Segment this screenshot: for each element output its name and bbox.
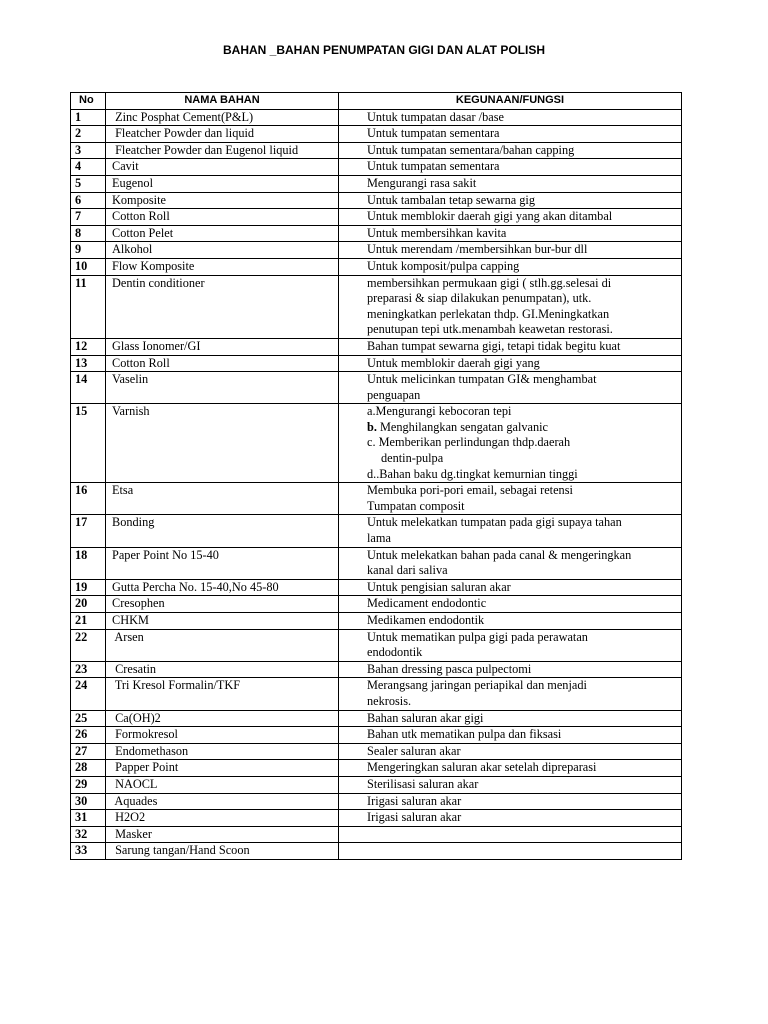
- function-line: Sealer saluran akar: [367, 743, 461, 758]
- cell-no: 7: [71, 209, 106, 226]
- function-line: Untuk tumpatan sementara: [367, 126, 500, 141]
- cell-no: 30: [71, 793, 106, 810]
- table-row: [71, 275, 682, 338]
- function-line: Mengurangi rasa sakit: [367, 175, 477, 190]
- column-header-name: NAMA BAHAN: [106, 93, 339, 110]
- cell-no: 14: [71, 372, 106, 404]
- cell-name: Cotton Pelet: [106, 225, 339, 242]
- cell-name: Arsen: [106, 629, 339, 661]
- cell-name: Bonding: [106, 515, 339, 547]
- cell-no: 18: [71, 547, 106, 579]
- function-line: endodontik: [367, 645, 423, 660]
- varnish-point-a: a.Mengurangi kebocoran tepi: [367, 404, 512, 419]
- cell-no: 16: [71, 483, 106, 515]
- table-row: [71, 355, 682, 372]
- table-body: [71, 109, 682, 859]
- cell-name: NAOCL: [106, 776, 339, 793]
- cell-no: 4: [71, 159, 106, 176]
- table-row: [71, 843, 682, 860]
- cell-function: [339, 743, 682, 760]
- table-row: [71, 810, 682, 827]
- cell-function: [339, 710, 682, 727]
- table-row: [71, 596, 682, 613]
- cell-name: Sarung tangan/Hand Scoon: [106, 843, 339, 860]
- cell-no: 28: [71, 760, 106, 777]
- cell-name: Masker: [106, 826, 339, 843]
- function-line: Untuk tumpatan dasar /base: [367, 109, 504, 124]
- function-line: Tumpatan composit: [367, 498, 465, 513]
- varnish-point-c: c. Memberikan perlindungan thdp.daerah: [367, 435, 571, 450]
- cell-name: Eugenol: [106, 175, 339, 192]
- function-line: Irigasi saluran akar: [367, 793, 462, 808]
- cell-name: Cavit: [106, 159, 339, 176]
- cell-function: [339, 579, 682, 596]
- table-row: [71, 372, 682, 404]
- varnish-point-d: d..Bahan baku dg.tingkat kemurnian tinggi: [367, 466, 578, 481]
- function-line: Untuk tambalan tetap sewarna gig: [367, 192, 536, 207]
- table-row: [71, 727, 682, 744]
- table-row: [71, 258, 682, 275]
- cell-no: 2: [71, 126, 106, 143]
- cell-function: [339, 776, 682, 793]
- cell-function: [339, 159, 682, 176]
- function-line: Bahan dressing pasca pulpectomi: [367, 661, 532, 676]
- cell-function: [339, 793, 682, 810]
- cell-function: [339, 483, 682, 515]
- table-row: [71, 743, 682, 760]
- table-row: [71, 209, 682, 226]
- cell-no: 27: [71, 743, 106, 760]
- cell-no: 25: [71, 710, 106, 727]
- function-line: Membuka pori-pori email, sebagai retensi: [367, 483, 573, 498]
- cell-no: 11: [71, 275, 106, 338]
- function-line: Mengeringkan saluran akar setelah dipreparasi: [367, 760, 597, 775]
- cell-name: Glass Ionomer/GI: [106, 338, 339, 355]
- table-row: [71, 710, 682, 727]
- function-line: Irigasi saluran akar: [367, 810, 462, 825]
- cell-no: 9: [71, 242, 106, 259]
- table-row: [71, 175, 682, 192]
- cell-function: [339, 810, 682, 827]
- function-line: Bahan utk mematikan pulpa dan fiksasi: [367, 727, 562, 742]
- varnish-point-b: [367, 420, 679, 436]
- function-line: Sterilisasi saluran akar: [367, 776, 479, 791]
- cell-no: 23: [71, 661, 106, 678]
- page-title: BAHAN _BAHAN PENUMPATAN GIGI DAN ALAT POLISH: [223, 43, 545, 57]
- table-row: [71, 547, 682, 579]
- function-line: Untuk tumpatan sementara: [367, 159, 500, 174]
- cell-function: [339, 629, 682, 661]
- function-line: Bahan saluran akar gigi: [367, 710, 484, 725]
- cell-name: Ca(OH)2: [106, 710, 339, 727]
- function-line: Merangsang jaringan periapikal dan menjadi: [367, 678, 587, 693]
- table-row: [71, 404, 682, 483]
- varnish-point-c-cont: dentin-pulpa: [381, 451, 444, 466]
- cell-function: [339, 661, 682, 678]
- cell-no: 5: [71, 175, 106, 192]
- cell-function: [339, 826, 682, 843]
- varnish-point-b-text: Menghilangkan sengatan galvanic: [376, 419, 548, 434]
- function-line: meningkatkan perlekatan thdp. GI.Meningkatkan: [367, 306, 610, 321]
- cell-no: 12: [71, 338, 106, 355]
- cell-no: 33: [71, 843, 106, 860]
- cell-function: [339, 843, 682, 860]
- cell-no: 20: [71, 596, 106, 613]
- cell-no: 3: [71, 142, 106, 159]
- cell-name: CHKM: [106, 613, 339, 630]
- cell-function: [339, 192, 682, 209]
- cell-function: [339, 242, 682, 259]
- table-row: [71, 225, 682, 242]
- cell-function: [339, 515, 682, 547]
- function-line: Untuk komposit/pulpa capping: [367, 258, 520, 273]
- function-line: penguapan: [367, 387, 421, 402]
- column-header-no: No: [71, 93, 106, 110]
- cell-no: 6: [71, 192, 106, 209]
- cell-name: Endomethason: [106, 743, 339, 760]
- cell-no: 32: [71, 826, 106, 843]
- cell-no: 31: [71, 810, 106, 827]
- cell-no: 13: [71, 355, 106, 372]
- cell-no: 21: [71, 613, 106, 630]
- materials-table: [70, 92, 682, 860]
- cell-name: Zinc Posphat Cement(P&L): [106, 109, 339, 126]
- table-row: [71, 242, 682, 259]
- cell-name: H2O2: [106, 810, 339, 827]
- table-row: [71, 515, 682, 547]
- function-line: membersihkan permukaan gigi ( stlh.gg.selesai di: [367, 275, 612, 290]
- table-row: [71, 159, 682, 176]
- cell-function: [339, 355, 682, 372]
- table-row: [71, 826, 682, 843]
- cell-name: Fleatcher Powder dan liquid: [106, 126, 339, 143]
- table-header-row: [71, 93, 682, 110]
- function-line: Untuk merendam /membersihkan bur-bur dll: [367, 242, 588, 257]
- column-header-function: KEGUNAAN/FUNGSI: [339, 93, 682, 110]
- cell-name: Cresophen: [106, 596, 339, 613]
- cell-function: [339, 209, 682, 226]
- cell-name: Vaselin: [106, 372, 339, 404]
- function-line: kanal dari saliva: [367, 563, 448, 578]
- cell-name: Komposite: [106, 192, 339, 209]
- cell-no: 15: [71, 404, 106, 483]
- table-row: [71, 661, 682, 678]
- table-row: [71, 338, 682, 355]
- function-line: Untuk pengisian saluran akar: [367, 579, 511, 594]
- cell-name: Etsa: [106, 483, 339, 515]
- cell-no: 1: [71, 109, 106, 126]
- cell-name: Aquades: [106, 793, 339, 810]
- cell-function: [339, 547, 682, 579]
- cell-function: [339, 760, 682, 777]
- table-row: [71, 793, 682, 810]
- cell-function: [339, 126, 682, 143]
- cell-name: Cresatin: [106, 661, 339, 678]
- table-row: [71, 678, 682, 710]
- cell-no: 19: [71, 579, 106, 596]
- table-row: [71, 579, 682, 596]
- cell-function: [339, 109, 682, 126]
- function-line: Untuk memblokir daerah gigi yang: [367, 355, 540, 370]
- cell-no: 10: [71, 258, 106, 275]
- cell-function: [339, 258, 682, 275]
- cell-function: [339, 596, 682, 613]
- function-line: Medikamen endodontik: [367, 613, 485, 627]
- cell-no: 26: [71, 727, 106, 744]
- cell-name: Gutta Percha No. 15-40,No 45-80: [106, 579, 339, 596]
- table-row: [71, 483, 682, 515]
- cell-function: [339, 225, 682, 242]
- function-line: Untuk membersihkan kavita: [367, 225, 507, 240]
- table-row: [71, 760, 682, 777]
- cell-function: [339, 678, 682, 710]
- function-line: Bahan tumpat sewarna gigi, tetapi tidak begitu kuat: [367, 338, 621, 353]
- function-line: Medicament endodontic: [367, 596, 487, 611]
- cell-name: Fleatcher Powder dan Eugenol liquid: [106, 142, 339, 159]
- table-row: [71, 629, 682, 661]
- cell-function: [339, 404, 682, 483]
- function-line: penutupan tepi utk.menambah keawetan restorasi.: [367, 322, 613, 337]
- cell-name: Flow Komposite: [106, 258, 339, 275]
- cell-function: [339, 142, 682, 159]
- cell-name: Paper Point No 15-40: [106, 547, 339, 579]
- table-row: [71, 109, 682, 126]
- cell-name: Alkohol: [106, 242, 339, 259]
- function-line: preparasi & siap dilakukan penumpatan), utk.: [367, 291, 592, 306]
- table-row: [71, 776, 682, 793]
- cell-name: Cotton Roll: [106, 355, 339, 372]
- cell-no: 24: [71, 678, 106, 710]
- cell-name: Cotton Roll: [106, 209, 339, 226]
- cell-no: 22: [71, 629, 106, 661]
- cell-function: [339, 613, 682, 630]
- table-row: [71, 142, 682, 159]
- function-line: nekrosis.: [367, 693, 412, 708]
- cell-name: Tri Kresol Formalin/TKF: [106, 678, 339, 710]
- function-line: Untuk melekatkan tumpatan pada gigi supaya tahan: [367, 515, 622, 530]
- function-line: Untuk tumpatan sementara/bahan capping: [367, 142, 575, 157]
- cell-function: [339, 275, 682, 338]
- cell-function: [339, 727, 682, 744]
- function-line: Untuk mematikan pulpa gigi pada perawatan: [367, 629, 588, 644]
- cell-name: Varnish: [106, 404, 339, 483]
- cell-no: 29: [71, 776, 106, 793]
- cell-no: 17: [71, 515, 106, 547]
- table-row: [71, 192, 682, 209]
- cell-function: [339, 372, 682, 404]
- cell-function: [339, 175, 682, 192]
- cell-name: Formokresol: [106, 727, 339, 744]
- table-row: [71, 613, 682, 630]
- cell-function: [339, 338, 682, 355]
- cell-no: 8: [71, 225, 106, 242]
- table-row: [71, 126, 682, 143]
- function-line: Untuk memblokir daerah gigi yang akan ditambal: [367, 209, 613, 224]
- cell-name: Dentin conditioner: [106, 275, 339, 338]
- function-line: lama: [367, 531, 391, 546]
- function-line: Untuk melekatkan bahan pada canal & mengeringkan: [367, 547, 632, 562]
- function-line: Untuk melicinkan tumpatan GI& menghambat: [367, 372, 597, 387]
- varnish-point-b-letter: b.: [367, 419, 377, 434]
- cell-name: Papper Point: [106, 760, 339, 777]
